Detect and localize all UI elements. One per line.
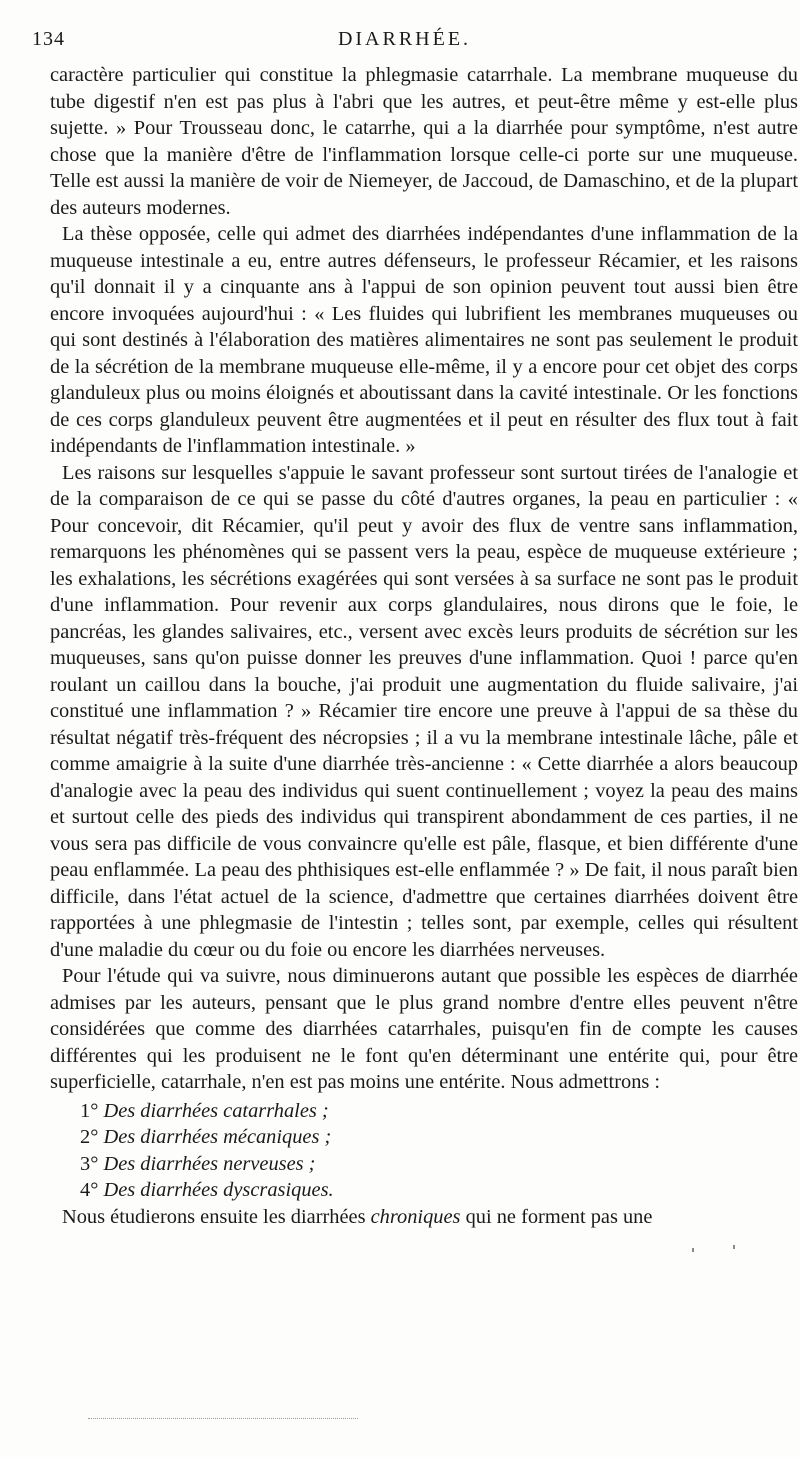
list-item: 2° Des diarrhées mécaniques ; [80,1126,332,1148]
page-number: 134 [32,28,65,50]
body-text [50,62,798,1230]
print-speck [733,1245,735,1249]
page-header [32,28,777,58]
diarrhea-types-list [80,1098,798,1204]
paragraph-2: La thèse opposée, celle qui admet des diarrhées indépendantes d'une inflammation de la muqueuse intestinale a eu, entre autres défenseurs, le professeur Récamier, et les raisons qu'il donnait il y a cinquante ans à l'appui de son opinion peuvent tout aussi bien être encore invoquées aujourd'hui : « Les fluides qui lubrifient les membranes muqueuses ou qui sont destinés à l'élaboration des matières alimentaires ne sont pas seulement le produit de la sécrétion de la membrane muqueuse elle-même, il y a encore pour cet objet des corps glanduleux plus ou moins éloignés et aboutissant dans la cavité intestinale. Or les fonctions de ces corps glanduleux peuvent être augmentées et il peut en résulter des flux tout à fait indépendants de l'inflammation intestinale. » [50,223,798,457]
print-speck [692,1248,694,1252]
footer-rule [88,1418,358,1419]
paragraph-1: caractère particulier qui constitue la phlegmasie catarrhale. La membrane muqueuse du tube digestif n'en est pas plus à l'abri que les autres, et peut-être même y est-elle plus sujette. » Pour Trousseau donc, le catarrhe, qui a la diarrhée pour symptôme, n'est autre chose que la manière d'être de l'inflammation lorsque celle-ci porte sur une muqueuse. Telle est aussi la manière de voir de Niemeyer, de Jaccoud, de Damaschino, et de la plupart des auteurs modernes. [50,64,798,219]
closing-line: Nous étudierons ensuite les diarrhées chroniques qui ne forment pas une [62,1205,653,1228]
emphasis-chroniques: chroniques [370,1205,461,1228]
paragraph-4: Pour l'étude qui va suivre, nous diminuerons autant que possible les espèces de diarrhée admises par les auteurs, pensant que le plus grand nombre d'entre elles peuvent n'être considérées que comme des diarrhées catarrhales, puisqu'en fin de compte les causes différentes qui les produisent ne le font qu'en déterminant une entérite qui, pour être superficielle, catarrhale, n'en est pas moins une entérite. Nous admettrons : [50,965,798,1093]
list-item: 1° Des diarrhées catarrhales ; [80,1099,329,1122]
running-title: DIARRHÉE. [337,28,472,50]
paragraph-3: Les raisons sur lesquelles s'appuie le savant professeur sont surtout tirées de l'analogie et de la comparaison de ce qui se passe du côté d'autres organes, la peau en particulier : « Pour concevoir, dit Récamier, qu'il peut y avoir des flux de ventre sans inflammation, remarquons les phénomènes qui se passent vers la peau, espèce de muqueuse extérieure ; les exhalations, les sécrétions exagérées qui sont versées à sa surface ne sont pas le produit d'une inflammation. Pour revenir aux corps glandulaires, nous dirons que le foie, le pancréas, les glandes salivaires, etc., versent avec excès leurs produits de sécrétion sur les muqueuses, sans qu'on puisse donner les preuves d'une inflammation. Quoi ! parce qu'en roulant un caillou dans la bouche, j'ai produit une augmentation du fluide salivaire, j'ai constitué une inflammation ? » Récamier tire encore une preuve à l'appui de sa thèse du résultat négatif très-fréquent des nécropsies ; il a vu la membrane intestinale lâche, pâle et comme amaigrie à la suite d'une diarrhée très-ancienne : « Cette diarrhée a alors beaucoup d'analogie avec la peau des individus qui suent continuellement ; voyez la peau des mains et surtout celle des pieds des individus qui transpirent abondamment de ces parties, il ne vous sera pas difficile de vous convaincre qu'elle est pâle, flasque, et bien différente d'une peau enflammée. La peau des phthisiques est-elle enflammée ? » De fait, il nous paraît bien difficile, dans l'état actuel de la science, d'admettre que certaines diarrhées doivent être rapportées à une phlegmasie de l'intestin ; telles sont, par exemple, celles qui résultent d'une maladie du cœur ou du foie ou encore les diarrhées nerveuses. [50,461,798,961]
list-item: 3° Des diarrhées nerveuses ; [80,1152,316,1175]
list-item: 4° Des diarrhées dyscrasiques. [80,1179,334,1201]
